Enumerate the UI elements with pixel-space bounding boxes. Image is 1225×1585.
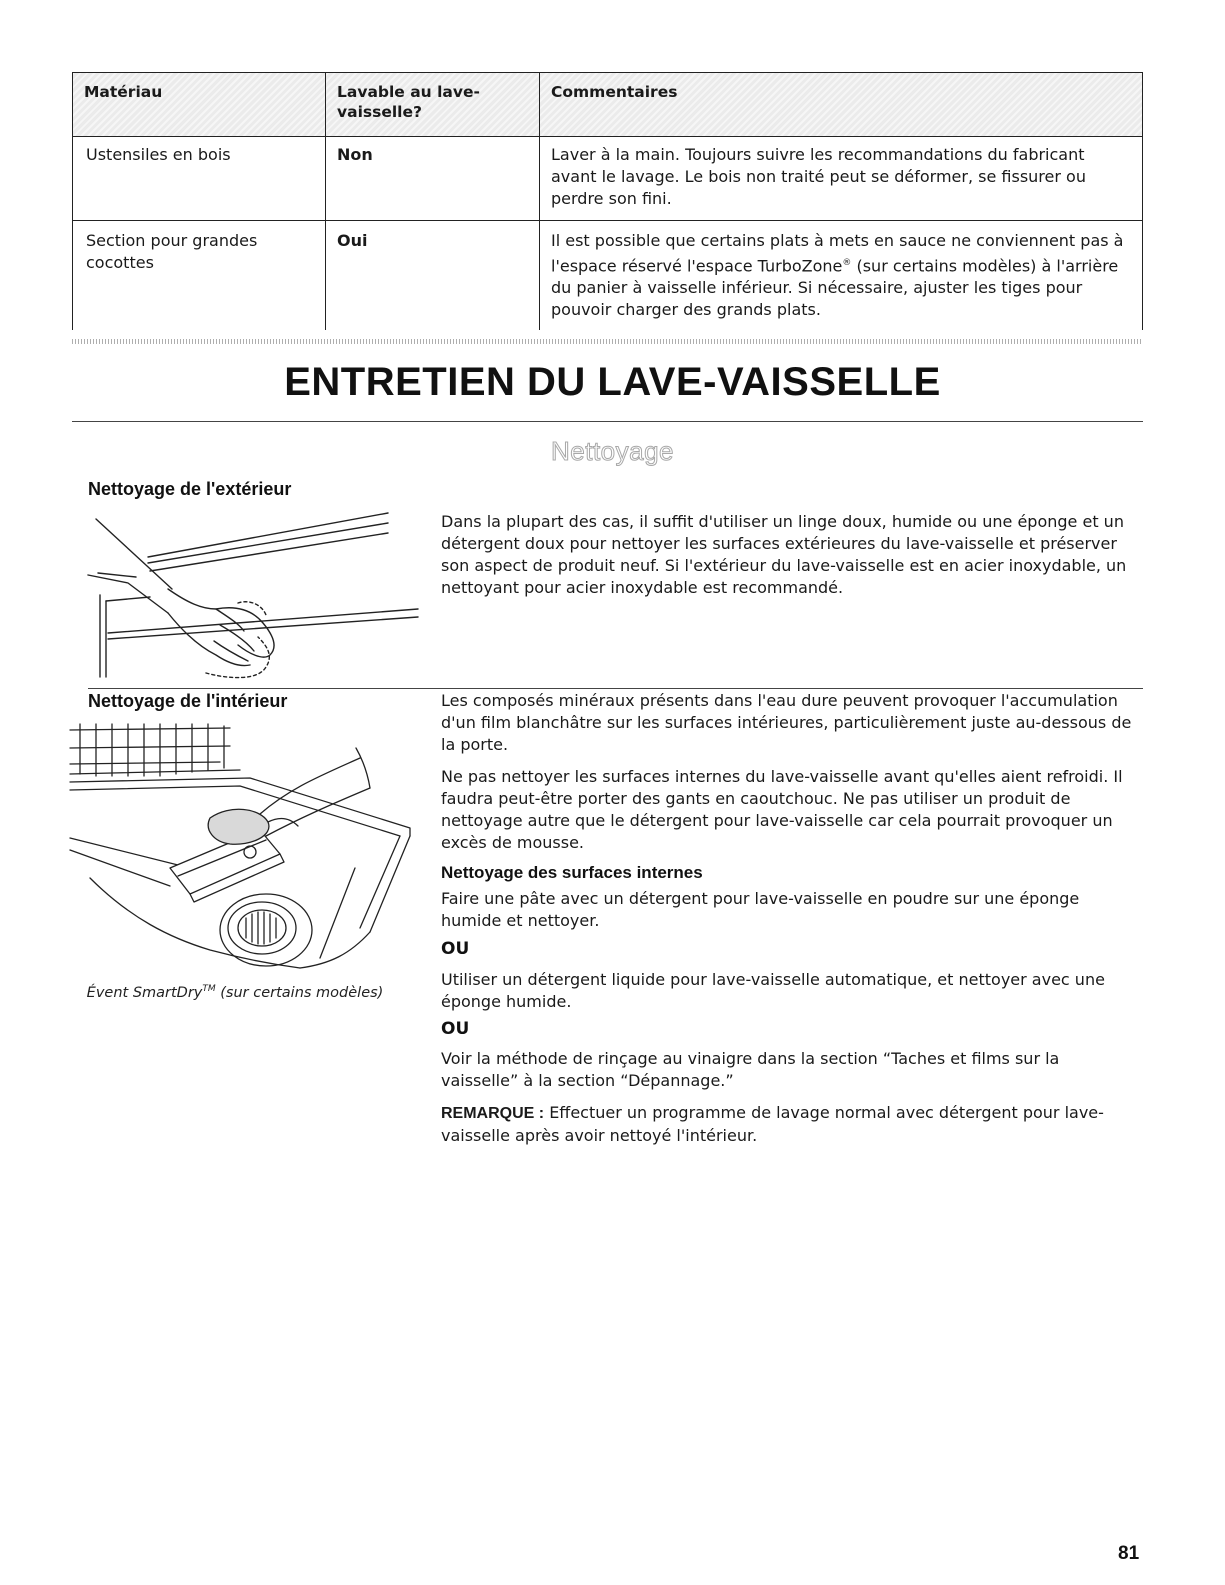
interior-para-2: Ne pas nettoyer les surfaces internes du lave-vaisselle avant qu'elles aient refroidi. Il faudra peut-être porter des gants en caoutchouc. Ne pas utiliser un produit de nettoyage autre que le détergent pour lave-vaisselle car cela pourrait provoquer un excès de mousse. <box>441 767 1123 852</box>
or-label-1: OU <box>441 939 470 959</box>
or-label-2: OU <box>441 1019 470 1039</box>
internal-surfaces-heading: Nettoyage des surfaces internes <box>441 863 703 882</box>
table-divider-2 <box>539 72 540 330</box>
row1-comment: Laver à la main. Toujours suivre les recommandations du fabricant avant le lavage. Le bois non traité peut se déformer, se fissurer ou perdre son fini. <box>551 145 1086 208</box>
row2-comment-part2: (sur certains modèles) à l'arrière du panier à vaisselle inférieur. Si nécessaire, ajuster les tiges pour pouvoir charger des grands plats. <box>551 256 1119 320</box>
row2-material: Section pour grandes cocottes <box>86 231 258 272</box>
registered-mark: ® <box>842 258 852 268</box>
table-border-right <box>1142 72 1143 330</box>
exterior-text: Dans la plupart des cas, il suffit d'utiliser un linge doux, humide ou une éponge et un détergent doux pour nettoyer les surfaces extérieures du lave-vaisselle et préserver son aspect de produit neuf. Si l'extérieur du lave-vaisselle est en acier inoxydable, un nettoyant pour acier inoxydable est recommandé. <box>441 512 1127 597</box>
section-separator <box>72 339 1143 344</box>
option-3-text: Voir la méthode de rinçage au vinaigre dans la section “Taches et films sur la vaisselle” à la section “Dépannage.” <box>441 1049 1060 1090</box>
page-title: ENTRETIEN DU LAVE-VAISSELLE <box>284 360 941 404</box>
header-material: Matériau <box>84 83 163 101</box>
caption-part1: Évent SmartDry <box>86 984 203 1001</box>
vent-caption <box>70 984 400 1001</box>
trademark-mark: TM <box>202 984 216 994</box>
row1-material: Ustensiles en bois <box>86 145 231 164</box>
table-divider-1 <box>325 72 326 330</box>
header-washable: Lavable au lave- vaisselle? <box>337 83 480 121</box>
table-border-left <box>72 72 73 330</box>
exterior-heading: Nettoyage de l'extérieur <box>88 479 292 499</box>
row2-comment-part1: Il est possible que certains plats à mets en sauce ne conviennent pas à l'espace réservé l'espace TurboZone <box>551 231 1124 276</box>
interior-cleaning-illustration <box>70 718 440 980</box>
row2-comment <box>551 230 1141 321</box>
row2-washable: Oui <box>337 231 368 250</box>
option-2-text: Utiliser un détergent liquide pour lave-vaisselle automatique, et nettoyer avec une éponge humide. <box>441 970 1105 1011</box>
interior-heading: Nettoyage de l'intérieur <box>88 691 288 711</box>
page-number: 81 <box>1118 1543 1140 1564</box>
interior-para-1: Les composés minéraux présents dans l'eau dure peuvent provoquer l'accumulation d'un film blanchâtre sur les surfaces intérieures, particulièrement juste au-dessous de la porte. <box>441 691 1132 754</box>
table-row-separator <box>72 220 1143 221</box>
note-body: Effectuer un programme de lavage normal avec détergent pour lave- vaisselle après avoir nettoyé l'intérieur. <box>441 1103 1104 1145</box>
exterior-rule <box>88 688 1143 689</box>
exterior-cleaning-illustration <box>88 505 423 683</box>
row1-washable: Non <box>337 145 373 164</box>
materials-table <box>72 72 1143 330</box>
header-comments: Commentaires <box>551 83 678 101</box>
option-1-text: Faire une pâte avec un détergent pour lave-vaisselle en poudre sur une éponge humide et nettoyer. <box>441 889 1080 930</box>
caption-part2: (sur certains modèles) <box>215 984 384 1001</box>
note-label: REMARQUE : <box>441 1105 545 1122</box>
note-text <box>441 1102 1141 1147</box>
section-subtitle: Nettoyage <box>550 436 675 466</box>
title-rule <box>72 421 1143 422</box>
